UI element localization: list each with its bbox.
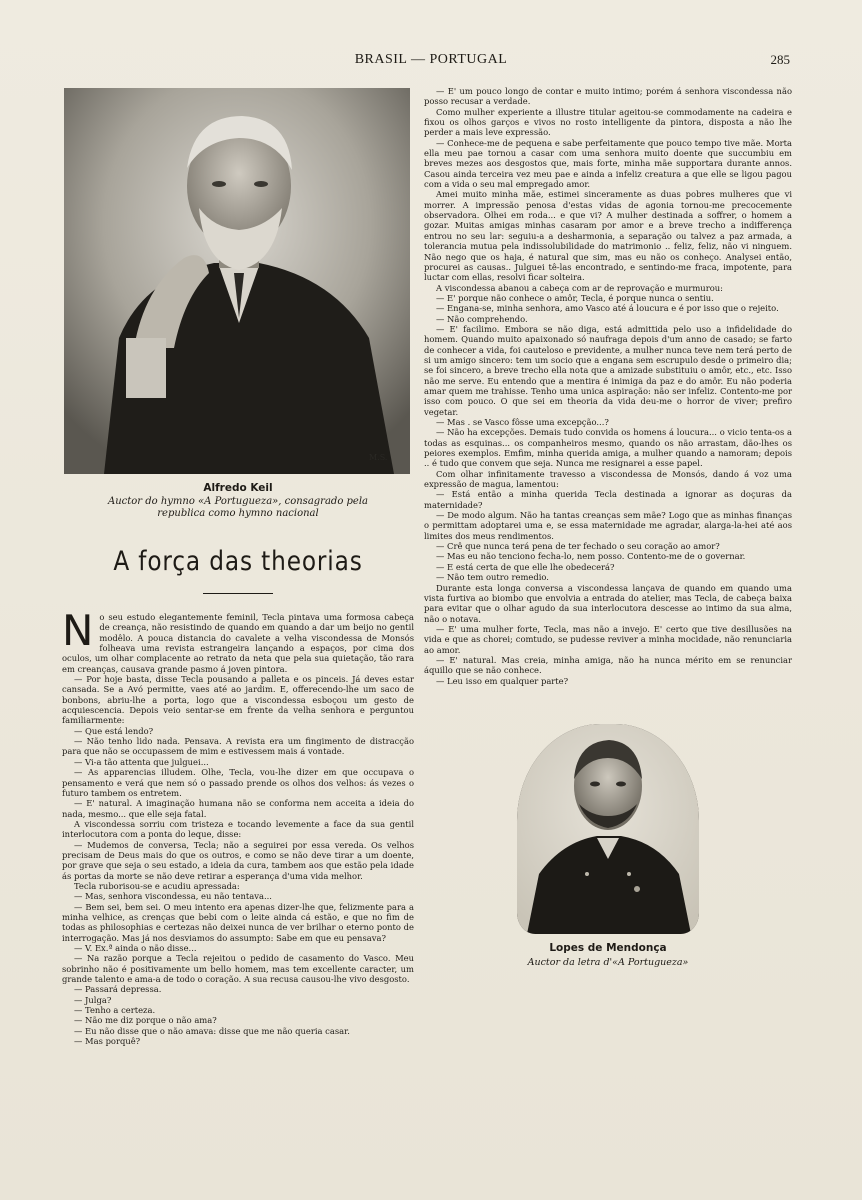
paragraph: — Não comprehendo. [436, 313, 528, 324]
portrait-photo-alfredo-keil [64, 88, 410, 474]
paragraph: — Leu isso em qualquer parte? [436, 675, 569, 686]
paragraph: — Não tenho lido nada. Pensava. A revista era um fingimento de distracção para que não se occupassem de mim e estivessem mais á vontade. [62, 736, 414, 757]
paragraph: Durante esta longa conversa a viscondessa lançava de quando em quando uma vista furtiva ao biombo que envolvia a entrada do atelier, mas Tecla, de cabeça baixa para evitar que o olhar agudo da sua interlocutora descesse ao intimo da sua alma, não o notava. [424, 582, 792, 624]
paragraph: — Mudemos de conversa, Tecla; não a seguirei por essa vereda. Os velhos precisam de Deus mais do que os outros, e como se não deve tirar a um doente, por grave que seja o seu estado, a ideia da cura, tambem aos que estão pela idade ás portas da morte se não deve retirar a esperança d'uma vida melhor. [62, 839, 414, 881]
portrait-photo-lopes-de-mendonca [517, 724, 699, 934]
article-text-right [424, 86, 792, 686]
figure-lopes [424, 724, 792, 968]
paragraph: Com olhar infinitamente travesso a viscondessa de Monsós, dando á voz uma expressão de magua, lamentou: [424, 468, 792, 490]
paragraph: — Está então a minha querida Tecla destinada a ignorar as doçuras da maternidade? [424, 489, 792, 510]
paragraph: — Julga? [74, 994, 112, 1005]
paragraph: — E' um pouco longo de contar e muito intimo; porém á senhora viscondessa não posso recusar a verdade. [424, 86, 792, 107]
caption-description-lopes: Auctor da letra d'«A Portugueza» [527, 956, 689, 968]
paragraph: — Tenho a certeza. [74, 1005, 156, 1016]
paragraph: — E' facilimo. Embora se não diga, está admittida pelo uso a infidelidade do homem. Quando muito apaixonado só naufraga depois d'um anno de casado; se farto de conhecer a vida, foi cauteloso e previdente, a mulher nunca teve nem terá perto de si um amigo sincero: tem um socio que a engana sem escrupulo desde o primeiro dia; se foi sincero, a breve trecho ella nota que a amizade substituiu o amôr, etc., etc. Isso não me serve. Eu entendo que a mentira é inimiga da paz e do amôr. Eu não poderia amar quem me trahisse. Tenho uma unica aspiração: não ser infeliz. Contento-me por isso com pouco. O que sei em theoria da vida deu-me o horror de viver; prefiro vegetar. [424, 323, 792, 417]
caption-description-keil: Auctor do hymno «A Portugueza», consagrado pela republica como hymno nacional [107, 496, 369, 519]
paragraph: — As apparencias illudem. Olhe, Tecla, vou-lhe dizer em que occupava o pensamento e verá que nem só o passado prende os olhos dos velhos: ás vezes o futuro tambem os entretem. [62, 767, 414, 798]
paragraph: — De modo algum. Não ha tantas creanças sem mãe? Logo que as minhas finanças o permittam adoptarei uma e, se essa maternidade me agradar, alarga-la-hei até aos limites dos meus rendimentos. [424, 510, 792, 541]
article-text-left [62, 606, 414, 1047]
paragraph: A viscondessa abanou a cabeça com ar de reprovação e murmurou: [436, 282, 723, 293]
paragraph: — Não tem outro remedio. [436, 572, 549, 583]
paragraph: — Não ha excepções. Demais tudo convida os homens á loucura... o vicio tenta-os a todas as esquinas... os companheiros mesmo, quando os não arrastam, dão-lhes os peiores exemplos. Emfim, minha querida amiga, a mulher quando a namoram; depois .. é tudo que convem que seja. Nunca me resignarei a esse papel. [424, 427, 792, 469]
portrait-image [517, 724, 699, 934]
page-header [0, 52, 862, 74]
paragraph: — Mas . se Vasco fôsse uma excepção...? [436, 417, 609, 427]
paragraph: — Mas porquê? [74, 1036, 141, 1047]
left-column [62, 88, 414, 1168]
page-number: 285 [770, 52, 790, 67]
running-title: BRASIL — PORTUGAL [354, 52, 508, 67]
paragraph: — V. Ex.ª ainda o não disse... [74, 943, 197, 953]
paragraph: — Que está lendo? [74, 725, 154, 736]
paragraph: Amei muito minha mãe, estimei sinceramente as duas pobres mulheres que vi morrer. A impressão penosa d'estas vidas de agonia tornou-me precocemente observadora. Olhei em roda... e que vi? A mulher destinada a soffrer, o homem a gozar. Muitas amigas minhas casaram por amor e a breve trecho a indifferença entrou no seu lar: seguiu-a a desharmonia, a separação ou talvez a paz armada, a tolerancia mutua pela indissolubilidade do matrimonio .. feliz, feliz, não vi ninguem. Não nego que os haja, é natural que sim, mas eu não os conheço. Analysei então, procurei as causas.. Julguei tê-las encontrado, e sentindo-me fraca, impotente, para luctar com ellas, resolvi ficar solteira. [424, 189, 792, 283]
paragraph: — Conhece-me de pequena e sabe perfeitamente que pouco tempo tive mãe. Morta ella meu pae tornou a casar com uma senhora muito doente que succumbiu em breves mezes aos desgostos que, mais forte, minha mãe supportara durante annos. Casou ainda terceira vez meu pae e ainda a infeliz creatura a que elle se ligou pagou com a vida o seu mal empregado amor. [424, 137, 792, 190]
photographer-signature: M.S. [369, 453, 388, 462]
right-column [424, 86, 792, 1166]
paragraph: — Passará depressa. [74, 984, 162, 995]
paragraph: — Vi-a tão attenta que julguei... [74, 756, 209, 767]
portrait-image [64, 88, 410, 474]
paragraph: — Engana-se, minha senhora, amo Vasco até á loucura e é por isso que o rejeito. [436, 303, 779, 314]
paragraph: — E' natural. Mas creia, minha amiga, não ha nunca mérito em se renunciar áquillo que se não conhece. [424, 654, 792, 676]
paragraph: — Eu não disse que o não amava: disse que me não queria casar. [74, 1025, 350, 1036]
caption-name-keil: Alfredo Keil [203, 482, 273, 494]
caption-name-lopes: Lopes de Mendonça [549, 941, 667, 954]
paragraph: — Mas eu não tenciono fecha-lo, nem posso. Contento-me de o governar. [436, 551, 746, 562]
paragraph: A viscondessa sorriu com tristeza e tocando levemente a face da sua gentil interlocutora com a ponta do leque, disse: [62, 818, 414, 840]
paragraph: — Por hoje basta, disse Tecla pousando a palleta e os pinceis. Já deves estar cansada. Se a Avó permitte, vaes até ao jardim. E, offerecendo-lhe um saco de bonbons, abriu-lhe a porta, logo que a viscondessa esboçou um gesto de acquiescencia. Depois veio sentar-se em frente da velha senhora e perguntou familiarmente: [62, 674, 414, 726]
opening-paragraph: No seu estudo elegantemente feminil, Tecla pintava uma formosa cabeça de creança, não resistindo de quando em quando a dar um beijo no gentil modêlo. A pouca distancia do cavalete a velha viscondessa de Monsós folheava uma revista estrangeira lançando a espaços, por cima dos oculos, um olhar complacente ao retrato da neta que pela sua quietação, tão rara em creanças, causava grande pasmo á joven pintora. [62, 606, 414, 674]
article-title: A força das theorias [113, 546, 363, 577]
paragraph: — Crê que nunca terá pena de ter fechado o seu coração ao amor? [436, 541, 720, 552]
paragraph: — Na razão porque a Tecla rejeitou o pedido de casamento do Vasco. Meu sobrinho não é positivamente um bello homem, mas tem excellente caracter, um grande talento e ama-a de todo o coração. A sua recusa causou-lhe vivo desgosto. [62, 953, 414, 985]
paragraph: — E está certa de que elle lhe obedecerá? [436, 561, 615, 572]
paragraph: — Não me diz porque o não ama? [74, 1015, 217, 1026]
title-divider [203, 593, 273, 594]
paragraph: — E' porque não conhece o amôr, Tecla, é porque nunca o sentiu. [436, 292, 714, 303]
drop-cap: N [62, 606, 94, 655]
paragraph: Tecla ruborisou-se e acudiu apressada: [74, 880, 240, 891]
paragraph: — E' natural. A imaginação humana não se conforma nem acceita a ideia do nada, mesmo... que elle seja fatal. [62, 798, 414, 819]
paragraph: Como mulher experiente a illustre titular ageitou-se commodamente na cadeira e fixou os olhos garços e vivos no rosto intelligente da pintora, disposta a não lhe perder a mais leve expressão. [424, 106, 792, 138]
paragraph: — Bem sei, bem sei. O meu intento era apenas dizer-lhe que, felizmente para a minha velhice, as crenças que bebi com o leite ainda cá estão, e que no fim de todas as philosophias e certezas não deixei nunca de ver brilhar o eterno ponto de interrogação. Mas já nos desviamos do assumpto: Sabe em que eu pensava? [62, 901, 414, 943]
paragraph: — Mas, senhora viscondessa, eu não tentava... [74, 891, 272, 902]
paragraph: — E' uma mulher forte, Tecla, mas não a invejo. E' certo que tive desillusões na vida e que as chorei; comtudo, se pudesse reviver a minha mocidade, não renunciaria ao amor. [424, 623, 792, 655]
